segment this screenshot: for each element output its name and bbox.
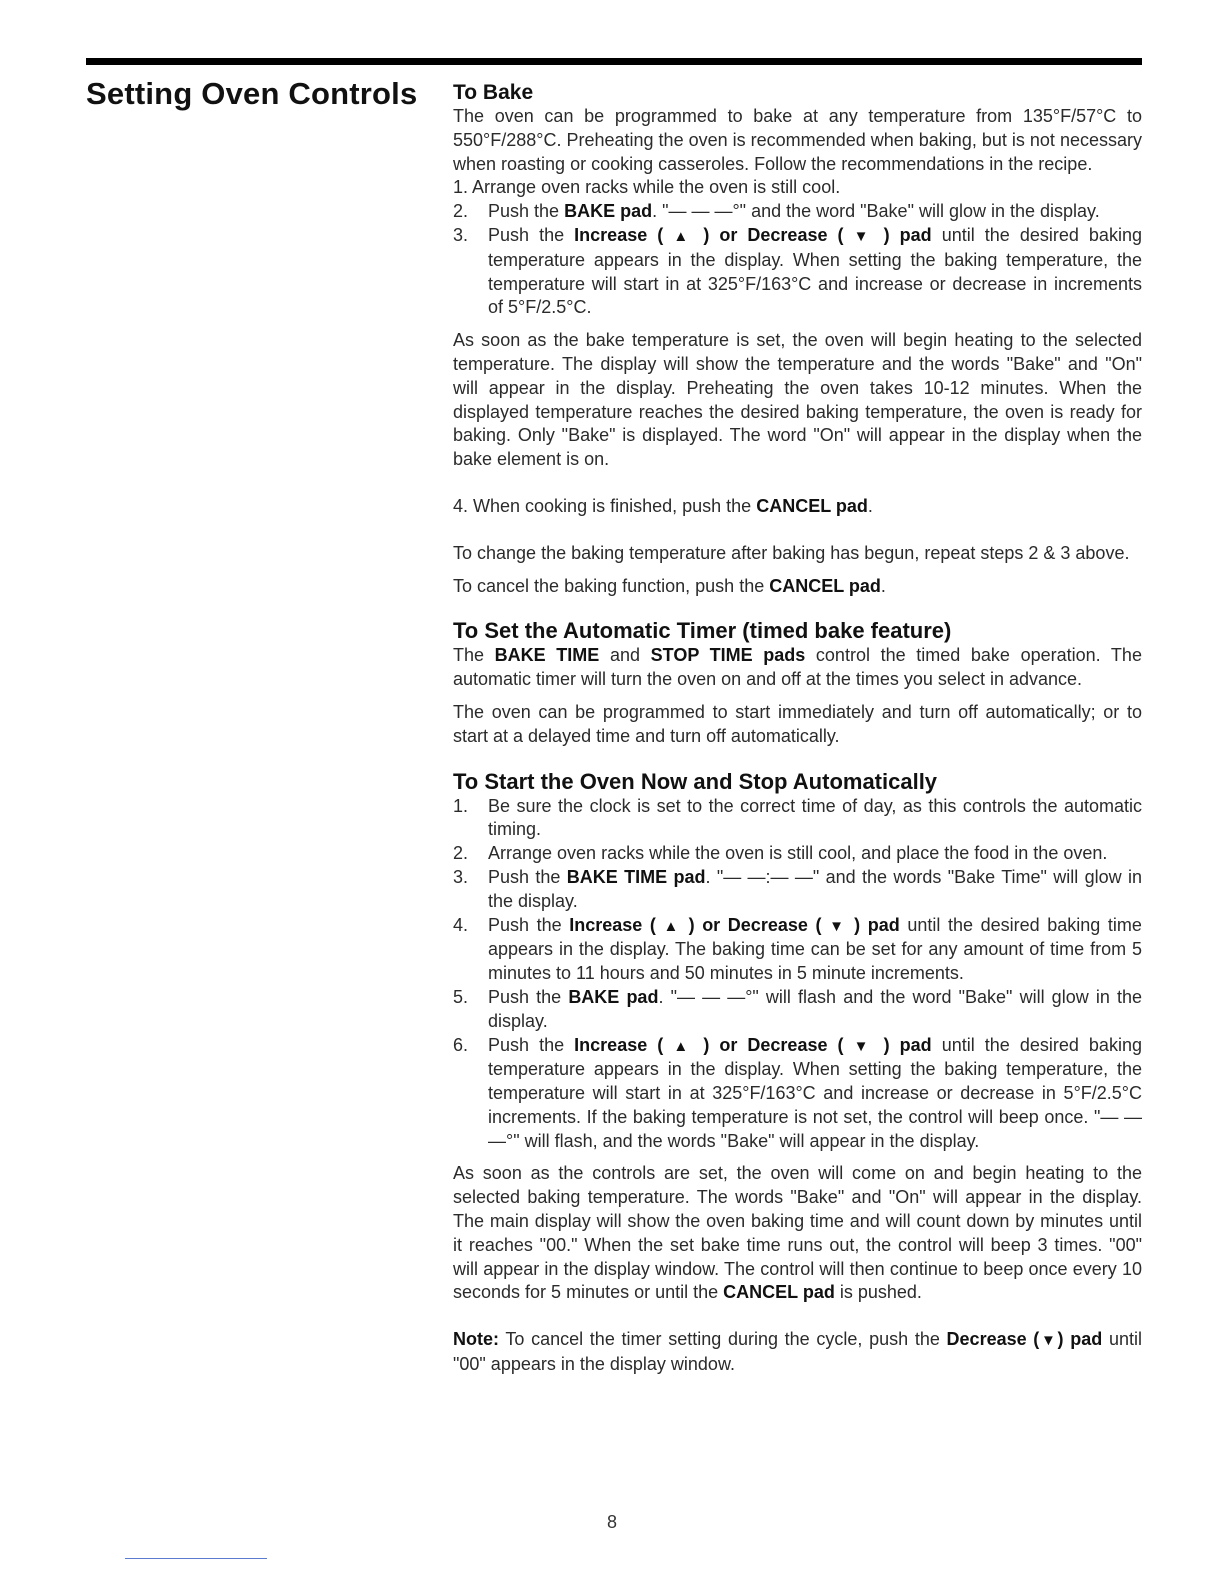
start-now-heading: To Start the Oven Now and Stop Automatically [453,768,938,794]
footer-line [125,1558,267,1559]
bake-step-4: 4. When cooking is finished, push the CANCEL pad. [453,495,873,516]
timer-paragraph-1: The BAKE TIME and STOP TIME pads control the timed bake operation. The automatic timer will turn the oven on and off at the times you select in advance. [453,645,1142,690]
start-step-6: 6. Push the Increase ( ▲ ) or Decrease ( ▼ ) pad until the desired baking temperature appears in the display. When setting the baking temperature, the temperature will start in at 325°F/163°C and increase or decrease in 5°F/2.5°C increments. If the baking temperature is not set, the control will beep once. "— — —°" will flash, and the words "Bake" will appear in the display. [453,1034,1142,1151]
cancel-bake-text: To cancel the baking function, push the CANCEL pad. [453,575,886,596]
controls-set-paragraph: As soon as the controls are set, the oven will come on and begin heating to the selected baking temperature. The words "Bake" and "On" will appear in the display. The main display will show the oven baking time and will count down by minutes until it reaches "00." When the set bake time runs out, the control will beep 3 times. "00" will appear in the display window. The control will then continue to beep once every 10 seconds for 5 minutes or until the CANCEL pad is pushed. [453,1163,1142,1303]
bake-step-1: 1. Arrange oven racks while the oven is still cool. [453,177,841,198]
start-step-1: 1. Be sure the clock is set to the correct time of day, as this controls the automatic timing. [453,795,1142,840]
top-rule [86,58,1142,65]
bake-step-2: 2. Push the BAKE pad. "— — —°" and the word "Bake" will glow in the display. [453,201,1100,222]
to-bake-intro: The oven can be programmed to bake at any temperature from 135°F/57°C to 550°F/288°C. Preheating the oven is recommended when baking, but is not necessary when roasting or cooking casseroles. Follow the recommendations in the recipe. [453,106,1142,174]
start-step-2: 2. Arrange oven racks while the oven is still cool, and place the food in the oven. [453,843,1108,864]
bake-steps-2-3 [453,200,1142,320]
increase-arrow-icon: ▲ [663,917,681,935]
decrease-arrow-icon: ▼ [1039,1332,1058,1350]
start-step-3: 3. Push the BAKE TIME pad. "— —:— —" and the words "Bake Time" will glow in the display. [453,866,1142,911]
bake-steps [453,176,1142,200]
decrease-arrow-icon: ▼ [829,917,847,935]
start-now-steps [453,795,1142,1154]
timer-paragraph-2: The oven can be programmed to start immediately and turn off automatically; or to start at a delayed time and turn off automatically. [453,701,1142,746]
bake-heating-paragraph: As soon as the bake temperature is set, the oven will begin heating to the selected temperature. The display will show the temperature and the words "Bake" and "On" will appear in the display. Preheating the oven takes 10-12 minutes. When the displayed temperature reaches the desired baking temperature, the oven is ready for baking. Only "Bake" is displayed. The word "On" will appear in the display when the bake element is on. [453,330,1142,470]
to-bake-heading: To Bake [453,81,534,104]
bake-pad-label: BAKE pad [564,201,653,222]
bake-step-3: 3. Push the Increase ( ▲ ) or Decrease ( ▼ ) pad until the desired baking temperature appears in the display. When setting the baking temperature, the temperature will start in at 325°F/163°C and increase or decrease in increments of 5°F/2.5°C. [453,224,1142,318]
change-temperature-text: To change the baking temperature after baking has begun, repeat steps 2 & 3 above. [453,542,1130,563]
note-paragraph: Note: To cancel the timer setting during the cycle, push the Decrease (▼) pad until "00" appears in the display window. [453,1329,1142,1375]
main-content [453,80,1142,1377]
decrease-arrow-icon: ▼ [853,1037,874,1055]
automatic-timer-heading: To Set the Automatic Timer (timed bake feature) [453,618,952,644]
decrease-arrow-icon: ▼ [853,227,874,245]
increase-arrow-icon: ▲ [673,1037,694,1055]
section-title: Setting Oven Controls [86,76,418,111]
note-label: Note: [453,1329,499,1350]
page-number: 8 [606,1512,617,1532]
increase-arrow-icon: ▲ [673,227,694,245]
start-step-5: 5. Push the BAKE pad. "— — —°" will flash and the word "Bake" will glow in the display. [453,986,1142,1031]
start-step-4: 4. Push the Increase ( ▲ ) or Decrease ( ▼ ) pad until the desired baking time appears in the display. The baking time can be set for any amount of time from 5 minutes to 11 hours and 50 minutes in 5 minute increments. [453,914,1142,984]
